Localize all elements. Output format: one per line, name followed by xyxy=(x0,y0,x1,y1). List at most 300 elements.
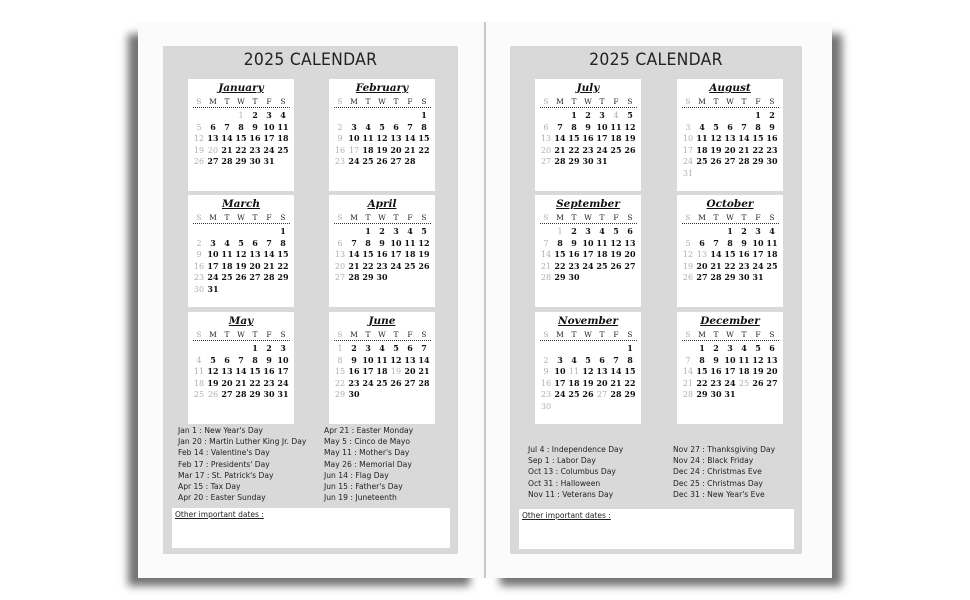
empty-cell xyxy=(539,226,553,238)
day-cell: 20 xyxy=(596,377,608,388)
day-cell: 28 xyxy=(554,156,566,167)
day-cell: 29 xyxy=(568,156,580,167)
day-cell: 28 xyxy=(404,156,416,167)
empty-cell xyxy=(553,343,567,355)
day-cell: 7 xyxy=(407,121,413,132)
weekday-label: M xyxy=(556,97,564,106)
day-cell: 19 xyxy=(582,377,594,388)
day-cell: 7 xyxy=(685,355,691,365)
empty-cell xyxy=(609,343,623,355)
weekday-label: T xyxy=(599,97,605,106)
day-cell: 26 xyxy=(207,390,219,400)
empty-cell xyxy=(709,226,723,238)
weekday-label: M xyxy=(556,330,564,339)
day-cell: 14 xyxy=(540,250,552,260)
holiday-item: Jun 19 : Juneteenth xyxy=(324,493,397,503)
weekday-label: W xyxy=(237,213,245,222)
day-cell: 1 xyxy=(571,110,577,120)
empty-cell xyxy=(567,343,581,355)
day-cell: 15 xyxy=(696,366,708,377)
weekday-label: T xyxy=(741,97,747,106)
day-cell: 20 xyxy=(404,366,416,377)
day-cell: 21 xyxy=(263,260,275,271)
day-cell: 17 xyxy=(596,133,608,144)
weekday-label: M xyxy=(698,213,706,222)
weekday-label: T xyxy=(365,213,371,222)
holiday-item: Jan 1 : New Year's Day xyxy=(178,426,263,435)
day-cell: 15 xyxy=(235,133,247,144)
day-cell: 17 xyxy=(554,377,566,388)
day-cell: 20 xyxy=(724,144,736,155)
divider xyxy=(193,107,290,108)
day-cell: 10 xyxy=(752,237,764,248)
day-cell: 21 xyxy=(682,378,694,388)
day-cell: 21 xyxy=(540,261,552,271)
day-cell: 1 xyxy=(337,344,343,353)
weekday-label: S xyxy=(627,330,633,339)
weekday-label: F xyxy=(407,330,413,339)
day-cell: 25 xyxy=(404,260,416,271)
day-cell: 5 xyxy=(196,122,202,132)
day-cell: 3 xyxy=(393,226,399,236)
day-cell: 10 xyxy=(263,121,275,132)
holiday-item: Jun 15 : Father's Day xyxy=(324,482,403,492)
day-cell: 5 xyxy=(210,354,216,365)
day-cell: 16 xyxy=(738,249,750,260)
day-cell: 15 xyxy=(624,366,636,377)
weekday-label: S xyxy=(421,330,427,339)
day-cell: 25 xyxy=(221,272,233,283)
weekday-label: M xyxy=(350,97,358,106)
empty-cell xyxy=(375,110,389,122)
day-cell: 25 xyxy=(376,377,388,388)
weekday-label: S xyxy=(421,213,427,222)
day-cell: 5 xyxy=(379,121,385,132)
day-cell: 13 xyxy=(766,354,778,365)
day-cell: 23 xyxy=(193,273,205,283)
weekday-label: F xyxy=(613,213,619,222)
day-cell: 16 xyxy=(263,366,275,377)
weekday-label: S xyxy=(196,97,202,106)
day-cell: 31 xyxy=(263,156,275,167)
day-cell: 3 xyxy=(557,354,563,365)
day-cell: 11 xyxy=(362,133,374,144)
empty-cell xyxy=(220,110,234,122)
day-cell: 20 xyxy=(334,261,346,271)
month-card-november xyxy=(535,312,641,424)
month-card-august xyxy=(677,79,783,191)
day-cell: 19 xyxy=(418,249,430,260)
day-cell: 26 xyxy=(752,377,764,388)
day-cell: 25 xyxy=(193,390,205,400)
day-cell: 5 xyxy=(421,226,427,236)
day-cell: 6 xyxy=(337,238,343,248)
weekday-label: S xyxy=(280,97,286,106)
day-cell: 12 xyxy=(193,134,205,144)
day-cell: 19 xyxy=(207,377,219,388)
weekday-label: F xyxy=(613,330,619,339)
weekday-label: T xyxy=(599,330,605,339)
day-cell: 19 xyxy=(682,261,694,271)
day-cell: 25 xyxy=(610,144,622,155)
day-cell: 30 xyxy=(376,272,388,283)
day-cell: 9 xyxy=(713,354,719,365)
day-cell: 15 xyxy=(568,133,580,144)
day-cell: 12 xyxy=(682,250,694,260)
day-cell: 20 xyxy=(221,377,233,388)
day-cell: 1 xyxy=(280,226,286,236)
day-cell: 12 xyxy=(376,133,388,144)
day-cell: 1 xyxy=(557,227,563,236)
day-cell: 29 xyxy=(724,272,736,283)
day-cell: 22 xyxy=(249,377,261,388)
day-cell: 21 xyxy=(610,377,622,388)
day-cell: 4 xyxy=(407,226,413,236)
day-cell: 10 xyxy=(554,366,566,377)
weekday-label: S xyxy=(769,213,775,222)
empty-cell xyxy=(206,110,220,122)
day-cell: 15 xyxy=(334,367,346,377)
day-cell: 28 xyxy=(348,272,360,283)
day-cell: 14 xyxy=(710,249,722,260)
day-cell: 19 xyxy=(193,145,205,155)
day-cell: 2 xyxy=(196,238,202,248)
month-name: September xyxy=(556,198,620,210)
day-cell: 31 xyxy=(277,389,289,400)
holiday-item: May 26 : Memorial Day xyxy=(324,459,412,469)
page-title: 2025 CALENDAR xyxy=(589,50,723,70)
day-cell: 4 xyxy=(613,111,619,120)
divider xyxy=(193,340,290,341)
empty-cell xyxy=(595,343,609,355)
day-cell: 16 xyxy=(334,145,346,155)
empty-cell xyxy=(347,110,361,122)
day-cell: 27 xyxy=(696,272,708,283)
day-cell: 24 xyxy=(362,377,374,388)
day-cell: 7 xyxy=(224,121,230,132)
day-cell: 7 xyxy=(613,354,619,365)
weekday-label: F xyxy=(755,213,761,222)
day-cell: 6 xyxy=(769,343,775,353)
day-cell: 17 xyxy=(752,249,764,260)
holiday-item: Apr 20 : Easter Sunday xyxy=(178,493,266,503)
day-cell: 6 xyxy=(727,121,733,132)
day-cell: 27 xyxy=(404,377,416,388)
day-cell: 30 xyxy=(738,272,750,283)
day-cell: 31 xyxy=(596,156,608,167)
day-cell: 27 xyxy=(221,389,233,400)
divider xyxy=(334,107,431,108)
holiday-item: Jul 4 : Independence Day xyxy=(528,445,624,454)
empty-cell xyxy=(192,343,206,355)
divider xyxy=(540,107,637,108)
weekday-label: F xyxy=(755,330,761,339)
day-cell: 22 xyxy=(568,144,580,155)
day-cell: 17 xyxy=(348,145,360,155)
day-cell: 25 xyxy=(277,144,289,155)
day-cell: 29 xyxy=(249,389,261,400)
day-cell: 8 xyxy=(365,237,371,248)
day-cell: 20 xyxy=(624,249,636,260)
day-cell: 23 xyxy=(710,377,722,388)
weekday-label: T xyxy=(365,330,371,339)
day-cell: 29 xyxy=(696,389,708,400)
holiday-item: Feb 14 : Valentine's Day xyxy=(178,448,270,458)
day-cell: 11 xyxy=(738,354,750,365)
weekday-label: S xyxy=(280,213,286,222)
day-cell: 1 xyxy=(421,110,427,120)
empty-cell xyxy=(262,226,276,238)
day-cell: 3 xyxy=(280,343,286,353)
day-cell: 4 xyxy=(224,237,230,248)
empty-cell xyxy=(220,226,234,238)
month-name: July xyxy=(576,82,600,94)
weekday-label: M xyxy=(556,213,564,222)
day-cell: 6 xyxy=(543,122,549,132)
day-cell: 3 xyxy=(266,110,272,120)
holiday-item: Dec 31 : New Year's Eve xyxy=(673,489,765,499)
day-cell: 8 xyxy=(571,121,577,132)
day-cell: 23 xyxy=(263,377,275,388)
empty-cell xyxy=(681,226,695,238)
day-cell: 29 xyxy=(334,390,346,400)
day-cell: 19 xyxy=(376,144,388,155)
day-cell: 10 xyxy=(582,237,594,248)
day-cell: 29 xyxy=(554,272,566,283)
empty-cell xyxy=(333,110,347,122)
empty-cell xyxy=(681,110,695,122)
weekday-label: T xyxy=(599,213,605,222)
day-cell: 6 xyxy=(210,121,216,132)
day-cell: 22 xyxy=(277,260,289,271)
day-cell: 1 xyxy=(699,343,705,353)
weekday-label: S xyxy=(543,330,549,339)
day-cell: 25 xyxy=(738,378,750,388)
day-cell: 6 xyxy=(599,354,605,365)
day-cell: 17 xyxy=(682,145,694,155)
day-cell: 28 xyxy=(235,389,247,400)
day-cell: 1 xyxy=(365,226,371,236)
day-cell: 15 xyxy=(249,366,261,377)
holiday-list-1 xyxy=(178,425,306,503)
month-name: May xyxy=(228,315,254,327)
day-cell: 31 xyxy=(682,168,694,178)
day-cell: 8 xyxy=(627,354,633,365)
divider xyxy=(540,223,637,224)
day-cell: 5 xyxy=(393,343,399,353)
weekday-label: W xyxy=(378,97,386,106)
day-cell: 15 xyxy=(724,249,736,260)
day-cell: 26 xyxy=(682,273,694,283)
day-cell: 2 xyxy=(713,343,719,353)
day-cell: 21 xyxy=(221,144,233,155)
weekday-label: T xyxy=(393,213,399,222)
day-cell: 28 xyxy=(610,389,622,400)
day-cell: 2 xyxy=(585,110,591,120)
day-cell: 18 xyxy=(696,144,708,155)
day-cell: 19 xyxy=(235,260,247,271)
weekday-label: W xyxy=(584,330,592,339)
day-cell: 24 xyxy=(682,157,694,167)
weekday-label: S xyxy=(685,97,691,106)
day-cell: 16 xyxy=(540,378,552,388)
weekday-label: W xyxy=(726,213,734,222)
day-cell: 10 xyxy=(348,133,360,144)
day-cell: 13 xyxy=(404,354,416,365)
day-cell: 21 xyxy=(710,260,722,271)
weekday-label: W xyxy=(584,213,592,222)
day-cell: 8 xyxy=(252,354,258,365)
holiday-item: Dec 25 : Christmas Day xyxy=(673,478,763,488)
day-cell: 17 xyxy=(207,260,219,271)
day-cell: 8 xyxy=(727,237,733,248)
empty-cell xyxy=(333,226,347,238)
day-cell: 30 xyxy=(540,401,552,411)
weekday-label: S xyxy=(685,330,691,339)
day-cell: 2 xyxy=(571,226,577,236)
day-cell: 6 xyxy=(699,237,705,248)
day-cell: 16 xyxy=(710,366,722,377)
day-cell: 25 xyxy=(596,260,608,271)
weekday-label: F xyxy=(407,213,413,222)
day-cell: 24 xyxy=(348,156,360,167)
day-cell: 20 xyxy=(696,260,708,271)
day-cell: 14 xyxy=(404,133,416,144)
day-cell: 26 xyxy=(710,156,722,167)
holiday-item: Nov 24 : Black Friday xyxy=(673,456,754,466)
weekday-label: S xyxy=(196,213,202,222)
day-cell: 18 xyxy=(404,249,416,260)
day-cell: 30 xyxy=(568,272,580,283)
day-cell: 30 xyxy=(766,156,778,167)
day-cell: 26 xyxy=(376,156,388,167)
other-dates-box[interactable] xyxy=(172,508,450,548)
day-cell: 23 xyxy=(766,144,778,155)
weekday-label: W xyxy=(726,330,734,339)
month-name: August xyxy=(709,82,751,94)
day-cell: 26 xyxy=(193,157,205,167)
weekday-label: W xyxy=(378,213,386,222)
day-cell: 30 xyxy=(710,389,722,400)
day-cell: 31 xyxy=(207,283,219,294)
day-cell: 15 xyxy=(362,249,374,260)
day-cell: 14 xyxy=(235,366,247,377)
month-name: February xyxy=(355,82,409,94)
day-cell: 8 xyxy=(421,121,427,132)
day-cell: 25 xyxy=(362,156,374,167)
month-card-march xyxy=(188,195,294,307)
weekday-label: S xyxy=(685,213,691,222)
day-cell: 12 xyxy=(710,133,722,144)
empty-cell xyxy=(539,343,553,355)
day-cell: 24 xyxy=(263,144,275,155)
day-cell: 2 xyxy=(252,110,258,120)
day-cell: 27 xyxy=(596,390,608,400)
weekday-label: T xyxy=(713,97,719,106)
holiday-item: Dec 24 : Christmas Eve xyxy=(673,467,762,477)
day-cell: 13 xyxy=(334,250,346,260)
day-cell: 7 xyxy=(713,237,719,248)
weekday-label: S xyxy=(337,213,343,222)
day-cell: 11 xyxy=(696,133,708,144)
day-cell: 14 xyxy=(418,354,430,365)
day-cell: 27 xyxy=(724,156,736,167)
weekday-label: T xyxy=(365,97,371,106)
month-card-december xyxy=(677,312,783,424)
empty-cell xyxy=(723,110,737,122)
day-cell: 5 xyxy=(713,121,719,132)
day-cell: 8 xyxy=(699,354,705,365)
day-cell: 7 xyxy=(238,354,244,365)
day-cell: 9 xyxy=(769,121,775,132)
weekday-label: T xyxy=(741,330,747,339)
day-cell: 4 xyxy=(379,343,385,353)
empty-cell xyxy=(403,110,417,122)
day-cell: 28 xyxy=(738,156,750,167)
divider xyxy=(682,340,779,341)
day-cell: 12 xyxy=(390,354,402,365)
weekday-label: F xyxy=(266,213,272,222)
day-cell: 13 xyxy=(724,133,736,144)
day-cell: 29 xyxy=(235,156,247,167)
day-cell: 26 xyxy=(582,389,594,400)
day-cell: 6 xyxy=(252,237,258,248)
other-dates-box[interactable] xyxy=(519,509,794,549)
day-cell: 28 xyxy=(221,156,233,167)
day-cell: 27 xyxy=(207,156,219,167)
weekday-label: S xyxy=(543,97,549,106)
day-cell: 30 xyxy=(582,156,594,167)
day-cell: 5 xyxy=(755,343,761,353)
day-cell: 22 xyxy=(554,260,566,271)
day-cell: 10 xyxy=(724,354,736,365)
empty-cell xyxy=(234,226,248,238)
divider xyxy=(682,107,779,108)
holiday-item: Oct 31 : Halloween xyxy=(528,478,601,488)
empty-cell xyxy=(695,110,709,122)
day-cell: 7 xyxy=(557,121,563,132)
empty-cell xyxy=(192,226,206,238)
day-cell: 23 xyxy=(376,260,388,271)
weekday-label: F xyxy=(266,97,272,106)
day-cell: 16 xyxy=(568,249,580,260)
day-cell: 27 xyxy=(766,377,778,388)
day-cell: 7 xyxy=(266,237,272,248)
day-cell: 24 xyxy=(724,377,736,388)
day-cell: 13 xyxy=(540,134,552,144)
day-cell: 4 xyxy=(769,226,775,236)
day-cell: 9 xyxy=(196,250,202,260)
day-cell: 18 xyxy=(738,366,750,377)
weekday-label: F xyxy=(266,330,272,339)
day-cell: 9 xyxy=(741,237,747,248)
weekday-label: W xyxy=(584,97,592,106)
empty-cell xyxy=(737,110,751,122)
divider xyxy=(540,340,637,341)
weekday-label: S xyxy=(627,97,633,106)
month-card-february xyxy=(329,79,435,191)
holiday-item: Mar 17 : St. Patrick's Day xyxy=(178,470,274,480)
day-cell: 15 xyxy=(554,249,566,260)
weekday-label: T xyxy=(252,97,258,106)
day-cell: 10 xyxy=(682,134,694,144)
day-cell: 14 xyxy=(554,133,566,144)
day-cell: 20 xyxy=(390,144,402,155)
day-cell: 11 xyxy=(221,249,233,260)
day-cell: 22 xyxy=(362,260,374,271)
day-cell: 19 xyxy=(624,133,636,144)
day-cell: 18 xyxy=(362,144,374,155)
